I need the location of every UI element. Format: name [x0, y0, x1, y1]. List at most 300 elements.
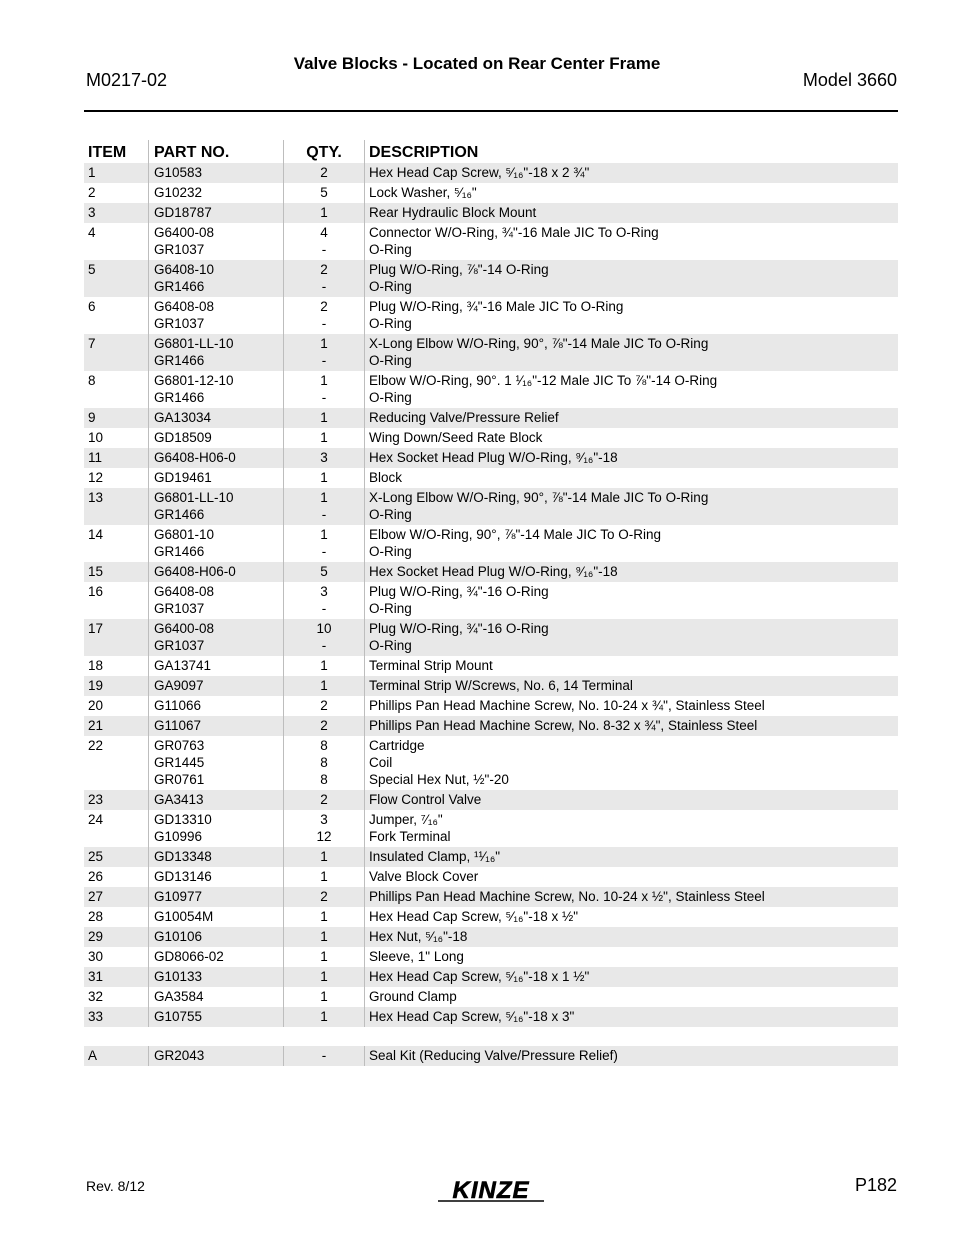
cell-part-no-line: GR1037	[154, 638, 205, 653]
cell-qty-line: 2	[320, 698, 328, 713]
cell-part-no-line: GD13310	[154, 812, 212, 827]
cell-item: 23	[88, 792, 104, 807]
cell-description-line: O-Ring	[369, 390, 412, 405]
cell-part-no-line: GR1466	[154, 353, 205, 368]
cell-item: 32	[88, 989, 104, 1004]
cell-item: 26	[88, 869, 104, 884]
table-row	[84, 163, 898, 183]
cell-qty-line: 1	[320, 373, 328, 388]
cell-item: 17	[88, 621, 104, 636]
cell-part-no	[148, 907, 283, 927]
cell-part-no	[148, 428, 283, 448]
cell-qty-line: 3	[320, 812, 328, 827]
table-row	[84, 371, 898, 408]
cell-part-no	[148, 371, 283, 408]
cell-description-line: Hex Head Cap Screw, ⁵⁄₁₆"-18 x 2 ¾"	[369, 165, 590, 180]
cell-qty-line: 2	[320, 262, 328, 277]
cell-qty	[283, 810, 364, 847]
cell-item: 4	[88, 225, 96, 240]
cell-part-no-line: GA3584	[154, 989, 204, 1004]
table-body	[84, 163, 898, 1027]
cell-description-line: Coil	[369, 755, 393, 770]
cell-description	[364, 163, 898, 183]
cell-qty	[283, 867, 364, 887]
cell-qty-line: 1	[320, 658, 328, 673]
cell-description	[364, 334, 898, 371]
cell-qty-line: 1	[320, 336, 328, 351]
cell-qty-line: -	[321, 1048, 327, 1063]
cell-item: 31	[88, 969, 104, 984]
cell-item: 13	[88, 490, 104, 505]
cell-part-no-line: G6801-12-10	[154, 373, 234, 388]
cell-part-no-line: GD19461	[154, 470, 212, 485]
cell-part-no	[148, 297, 283, 334]
cell-description	[364, 676, 898, 696]
cell-description-line: Phillips Pan Head Machine Screw, No. 10-24 x ¾", Stainless Steel	[369, 698, 765, 713]
cell-qty	[283, 790, 364, 810]
cell-qty-line: 2	[320, 299, 328, 314]
cell-qty-line: 1	[320, 909, 328, 924]
cell-qty-line: 10	[316, 621, 332, 636]
cell-part-no-line: G11067	[154, 718, 202, 733]
table-row	[84, 223, 898, 260]
table-row	[84, 867, 898, 887]
cell-part-no	[148, 847, 283, 867]
cell-part-no-line: GR1466	[154, 279, 205, 294]
cell-description-line: O-Ring	[369, 279, 412, 294]
cell-item: 2	[88, 185, 96, 200]
table-row	[84, 183, 898, 203]
cell-part-no-line: G6400-08	[154, 225, 215, 240]
page-number: P182	[854, 1175, 897, 1195]
cell-qty-line: 1	[320, 969, 328, 984]
cell-description-line: Elbow W/O-Ring, 90°. 1 ¹⁄₁₆"-12 Male JIC To ⅞"-14 O-Ring	[369, 373, 718, 388]
cell-item: 21	[88, 718, 104, 733]
cell-description-line: Terminal Strip W/Screws, No. 6, 14 Terminal	[369, 678, 633, 693]
cell-qty-line: 1	[320, 527, 328, 542]
cell-qty	[283, 619, 364, 656]
header-rule	[84, 110, 898, 112]
cell-qty-line: -	[321, 638, 327, 653]
table-row	[84, 887, 898, 907]
cell-description	[364, 488, 898, 525]
revision-label: Rev. 8/12	[86, 1178, 145, 1194]
cell-part-no	[148, 810, 283, 847]
cell-description-line: Lock Washer, ⁵⁄₁₆"	[369, 185, 477, 200]
cell-qty	[283, 408, 364, 428]
cell-qty	[283, 448, 364, 468]
cell-part-no	[148, 927, 283, 947]
cell-part-no	[148, 223, 283, 260]
cell-part-no	[148, 183, 283, 203]
cell-part-no	[148, 619, 283, 656]
cell-part-no-line: GR1445	[154, 755, 205, 770]
cell-description-line: Plug W/O-Ring, ¾"-16 Male JIC To O-Ring	[369, 299, 624, 314]
cell-qty-line: 4	[320, 225, 328, 240]
cell-qty	[283, 716, 364, 736]
cell-part-no-line: G10054M	[154, 909, 214, 924]
cell-part-no	[148, 887, 283, 907]
cell-qty-line: 1	[320, 430, 328, 445]
cell-qty-line: 3	[320, 450, 328, 465]
cell-description-line: Plug W/O-Ring, ⅞"-14 O-Ring	[369, 262, 549, 277]
cell-part-no-line: GA3413	[154, 792, 204, 807]
cell-part-no-line: G6400-08	[154, 621, 215, 636]
cell-part-no	[148, 1007, 283, 1027]
table-row	[84, 488, 898, 525]
cell-description-line: O-Ring	[369, 242, 412, 257]
cell-item: 19	[88, 678, 104, 693]
cell-part-no-line: G6408-08	[154, 299, 215, 314]
cell-qty	[283, 371, 364, 408]
cell-description	[364, 260, 898, 297]
table-row	[84, 656, 898, 676]
table-row	[84, 408, 898, 428]
cell-part-no-line: G10232	[154, 185, 203, 200]
cell-part-no	[148, 716, 283, 736]
cell-description-line: Phillips Pan Head Machine Screw, No. 8-32 x ¾", Stainless Steel	[369, 718, 758, 733]
cell-part-no-line: GR2043	[154, 1048, 205, 1063]
cell-item: 14	[88, 527, 104, 542]
cell-part-no-line: G6408-08	[154, 584, 215, 599]
cell-qty	[283, 468, 364, 488]
table-row	[84, 525, 898, 562]
cell-item: 7	[88, 336, 96, 351]
cell-qty	[283, 1007, 364, 1027]
cell-part-no-line: G11066	[154, 698, 202, 713]
cell-qty	[283, 163, 364, 183]
page-title: Valve Blocks - Located on Rear Center Frame	[293, 54, 661, 73]
table-row	[84, 676, 898, 696]
cell-qty	[283, 967, 364, 987]
cell-part-no	[148, 203, 283, 223]
table-row	[84, 847, 898, 867]
cell-qty-line: 1	[320, 869, 328, 884]
cell-description-line: O-Ring	[369, 544, 412, 559]
cell-qty-line: -	[321, 544, 327, 559]
table-row	[84, 297, 898, 334]
cell-part-no	[148, 967, 283, 987]
cell-description	[364, 468, 898, 488]
table-row	[84, 334, 898, 371]
cell-item: A	[88, 1048, 98, 1063]
cell-description-line: Hex Head Cap Screw, ⁵⁄₁₆"-18 x 1 ½"	[369, 969, 590, 984]
cell-description-line: Hex Socket Head Plug W/O-Ring, ⁹⁄₁₆"-18	[369, 564, 618, 579]
cell-description-line: Special Hex Nut, ½"-20	[369, 772, 509, 787]
table-row	[84, 696, 898, 716]
logo-text: KINZE	[452, 1177, 530, 1204]
cell-part-no-line: G10977	[154, 889, 203, 904]
cell-description	[364, 582, 898, 619]
cell-part-no	[148, 448, 283, 468]
cell-description-line: Flow Control Valve	[369, 792, 482, 807]
cell-qty-line: 1	[320, 929, 328, 944]
cell-description	[364, 867, 898, 887]
table-row	[84, 428, 898, 448]
cell-part-no-line: GR0761	[154, 772, 205, 787]
cell-part-no-line: GD8066-02	[154, 949, 224, 964]
cell-part-no-line: G10755	[154, 1009, 203, 1024]
cell-description	[364, 371, 898, 408]
cell-part-no-line: G10996	[154, 829, 203, 844]
cell-part-no	[148, 562, 283, 582]
cell-description	[364, 448, 898, 468]
table-row	[84, 203, 898, 223]
cell-qty	[283, 428, 364, 448]
cell-qty	[283, 947, 364, 967]
table-row	[84, 1007, 898, 1027]
cell-description-line: Hex Nut, ⁵⁄₁₆"-18	[369, 929, 468, 944]
cell-description	[364, 927, 898, 947]
cell-part-no	[148, 790, 283, 810]
cell-qty-line: -	[321, 390, 327, 405]
table-row	[84, 907, 898, 927]
cell-part-no-line: G6408-10	[154, 262, 215, 277]
cell-description	[364, 619, 898, 656]
cell-qty	[283, 1046, 364, 1066]
cell-item: 22	[88, 738, 104, 753]
cell-item: 27	[88, 889, 104, 904]
cell-item: 15	[88, 564, 104, 579]
cell-part-no	[148, 696, 283, 716]
cell-qty	[283, 656, 364, 676]
parts-table	[84, 140, 898, 1066]
cell-qty	[283, 582, 364, 619]
cell-part-no-line: GR1466	[154, 507, 205, 522]
cell-description-line: O-Ring	[369, 507, 412, 522]
cell-part-no-line: G6801-LL-10	[154, 490, 234, 505]
cell-qty	[283, 907, 364, 927]
cell-qty-line: -	[321, 279, 327, 294]
cell-description	[364, 297, 898, 334]
cell-qty-line: 2	[320, 165, 328, 180]
cell-description-line: Ground Clamp	[369, 989, 457, 1004]
table-row	[84, 468, 898, 488]
cell-part-no-line: GR1466	[154, 390, 205, 405]
cell-description-line: O-Ring	[369, 353, 412, 368]
table-row	[84, 947, 898, 967]
cell-description-line: Hex Socket Head Plug W/O-Ring, ⁹⁄₁₆"-18	[369, 450, 618, 465]
cell-description-line: Cartridge	[369, 738, 425, 753]
cell-description	[364, 696, 898, 716]
cell-qty-line: 12	[316, 829, 332, 844]
cell-item: 8	[88, 373, 96, 388]
cell-description-line: Plug W/O-Ring, ¾"-16 O-Ring	[369, 621, 549, 636]
cell-description-line: Jumper, ⁷⁄₁₆"	[369, 812, 443, 827]
col-header-qty: QTY.	[283, 140, 364, 163]
cell-part-no-line: GR1037	[154, 601, 205, 616]
cell-part-no	[148, 525, 283, 562]
cell-item: 5	[88, 262, 96, 277]
table-row	[84, 1046, 898, 1066]
cell-description	[364, 987, 898, 1007]
cell-qty-line: 8	[320, 755, 328, 770]
cell-part-no	[148, 867, 283, 887]
cell-description-line: O-Ring	[369, 601, 412, 616]
cell-description	[364, 967, 898, 987]
cell-item: 29	[88, 929, 104, 944]
cell-item: 18	[88, 658, 104, 673]
cell-description-line: Plug W/O-Ring, ¾"-16 O-Ring	[369, 584, 549, 599]
cell-description	[364, 947, 898, 967]
cell-part-no	[148, 582, 283, 619]
cell-part-no	[148, 260, 283, 297]
cell-description	[364, 408, 898, 428]
cell-qty-line: 1	[320, 989, 328, 1004]
cell-part-no-line: GA13034	[154, 410, 212, 425]
cell-qty-line: 5	[320, 185, 328, 200]
cell-qty-line: 1	[320, 410, 328, 425]
cell-item: 30	[88, 949, 104, 964]
cell-description	[364, 907, 898, 927]
cell-qty	[283, 203, 364, 223]
cell-part-no-line: G10583	[154, 165, 203, 180]
table-row	[84, 810, 898, 847]
table-row	[84, 736, 898, 790]
cell-item: 3	[88, 205, 96, 220]
cell-qty-line: -	[321, 242, 327, 257]
cell-qty	[283, 736, 364, 790]
cell-part-no	[148, 947, 283, 967]
table-row	[84, 927, 898, 947]
cell-qty	[283, 183, 364, 203]
cell-qty	[283, 676, 364, 696]
cell-qty-line: 8	[320, 772, 328, 787]
cell-part-no-line: G6801-LL-10	[154, 336, 234, 351]
cell-description	[364, 1007, 898, 1027]
cell-part-no-line: GR1037	[154, 242, 205, 257]
table-row	[84, 260, 898, 297]
cell-description-line: Fork Terminal	[369, 829, 451, 844]
cell-description	[364, 203, 898, 223]
cell-item: 33	[88, 1009, 104, 1024]
cell-description-line: Block	[369, 470, 403, 485]
cell-qty-line: 1	[320, 678, 328, 693]
cell-item: 28	[88, 909, 104, 924]
cell-qty-line: 8	[320, 738, 328, 753]
cell-description-line: Elbow W/O-Ring, 90°, ⅞"-14 Male JIC To O-Ring	[369, 527, 662, 542]
cell-qty-line: 1	[320, 949, 328, 964]
cell-description-line: Insulated Clamp, ¹¹⁄₁₆"	[369, 849, 501, 864]
cell-part-no	[148, 408, 283, 428]
cell-part-no-line: GR1466	[154, 544, 205, 559]
cell-qty-line: 1	[320, 470, 328, 485]
cell-description	[364, 736, 898, 790]
cell-item: 25	[88, 849, 104, 864]
cell-description	[364, 562, 898, 582]
cell-item: 9	[88, 410, 96, 425]
cell-description-line: X-Long Elbow W/O-Ring, 90°, ⅞"-14 Male JIC To O-Ring	[369, 336, 709, 351]
cell-description-line: Connector W/O-Ring, ¾"-16 Male JIC To O-Ring	[369, 225, 659, 240]
cell-qty-line: 1	[320, 205, 328, 220]
table-row	[84, 562, 898, 582]
cell-part-no-line: GD13146	[154, 869, 212, 884]
table-header	[84, 140, 898, 163]
cell-description	[364, 656, 898, 676]
cell-qty-line: 2	[320, 792, 328, 807]
cell-item: 20	[88, 698, 104, 713]
cell-qty-line: 1	[320, 1009, 328, 1024]
cell-qty	[283, 987, 364, 1007]
cell-description-line: Reducing Valve/Pressure Relief	[369, 410, 559, 425]
cell-qty-line: 1	[320, 490, 328, 505]
cell-item: 12	[88, 470, 104, 485]
cell-part-no	[148, 468, 283, 488]
cell-part-no-line: GD13348	[154, 849, 212, 864]
table-row	[84, 716, 898, 736]
cell-qty	[283, 887, 364, 907]
table-row	[84, 448, 898, 468]
cell-part-no-line: G6408-H06-0	[154, 450, 236, 465]
cell-qty-line: 2	[320, 718, 328, 733]
cell-description	[364, 1046, 898, 1066]
cell-part-no-line: G10133	[154, 969, 203, 984]
cell-description-line: Phillips Pan Head Machine Screw, No. 10-24 x ½", Stainless Steel	[369, 889, 765, 904]
cell-part-no	[148, 676, 283, 696]
table-extra-body	[84, 1046, 898, 1066]
model-name: Model 3660	[802, 70, 897, 90]
cell-description	[364, 716, 898, 736]
cell-item: 16	[88, 584, 104, 599]
cell-qty-line: -	[321, 601, 327, 616]
cell-qty-line: -	[321, 353, 327, 368]
cell-description-line: Hex Head Cap Screw, ⁵⁄₁₆"-18 x 3"	[369, 1009, 575, 1024]
cell-part-no-line: GD18787	[154, 205, 212, 220]
cell-qty-line: -	[321, 316, 327, 331]
cell-description-line: O-Ring	[369, 638, 412, 653]
cell-description-line: Wing Down/Seed Rate Block	[369, 430, 543, 445]
cell-qty	[283, 562, 364, 582]
cell-qty	[283, 260, 364, 297]
cell-description-line: X-Long Elbow W/O-Ring, 90°, ⅞"-14 Male JIC To O-Ring	[369, 490, 709, 505]
table-row	[84, 967, 898, 987]
doc-number: M0217-02	[86, 70, 168, 90]
cell-description	[364, 525, 898, 562]
cell-qty	[283, 927, 364, 947]
cell-qty	[283, 525, 364, 562]
cell-qty	[283, 334, 364, 371]
cell-qty	[283, 847, 364, 867]
col-header-item: ITEM	[88, 144, 127, 161]
cell-part-no	[148, 736, 283, 790]
cell-part-no	[148, 488, 283, 525]
table-spacer	[84, 1027, 898, 1046]
cell-part-no	[148, 334, 283, 371]
cell-part-no-line: GR0763	[154, 738, 205, 753]
cell-part-no	[148, 987, 283, 1007]
cell-part-no-line: GA9097	[154, 678, 204, 693]
cell-qty	[283, 297, 364, 334]
cell-description-line: Terminal Strip Mount	[369, 658, 493, 673]
cell-description	[364, 790, 898, 810]
table-row	[84, 790, 898, 810]
cell-item: 1	[88, 165, 96, 180]
col-header-part-no: PART NO.	[148, 140, 283, 163]
cell-part-no-line: G6801-10	[154, 527, 215, 542]
cell-description-line: Hex Head Cap Screw, ⁵⁄₁₆"-18 x ½"	[369, 909, 579, 924]
cell-qty-line: 1	[320, 849, 328, 864]
cell-qty-line: 2	[320, 889, 328, 904]
cell-qty-line: 5	[320, 564, 328, 579]
cell-description-line: Sleeve, 1" Long	[369, 949, 464, 964]
cell-qty	[283, 223, 364, 260]
cell-description	[364, 183, 898, 203]
cell-qty-line: -	[321, 507, 327, 522]
cell-description	[364, 223, 898, 260]
table-row	[84, 619, 898, 656]
cell-part-no	[148, 163, 283, 183]
cell-qty	[283, 488, 364, 525]
